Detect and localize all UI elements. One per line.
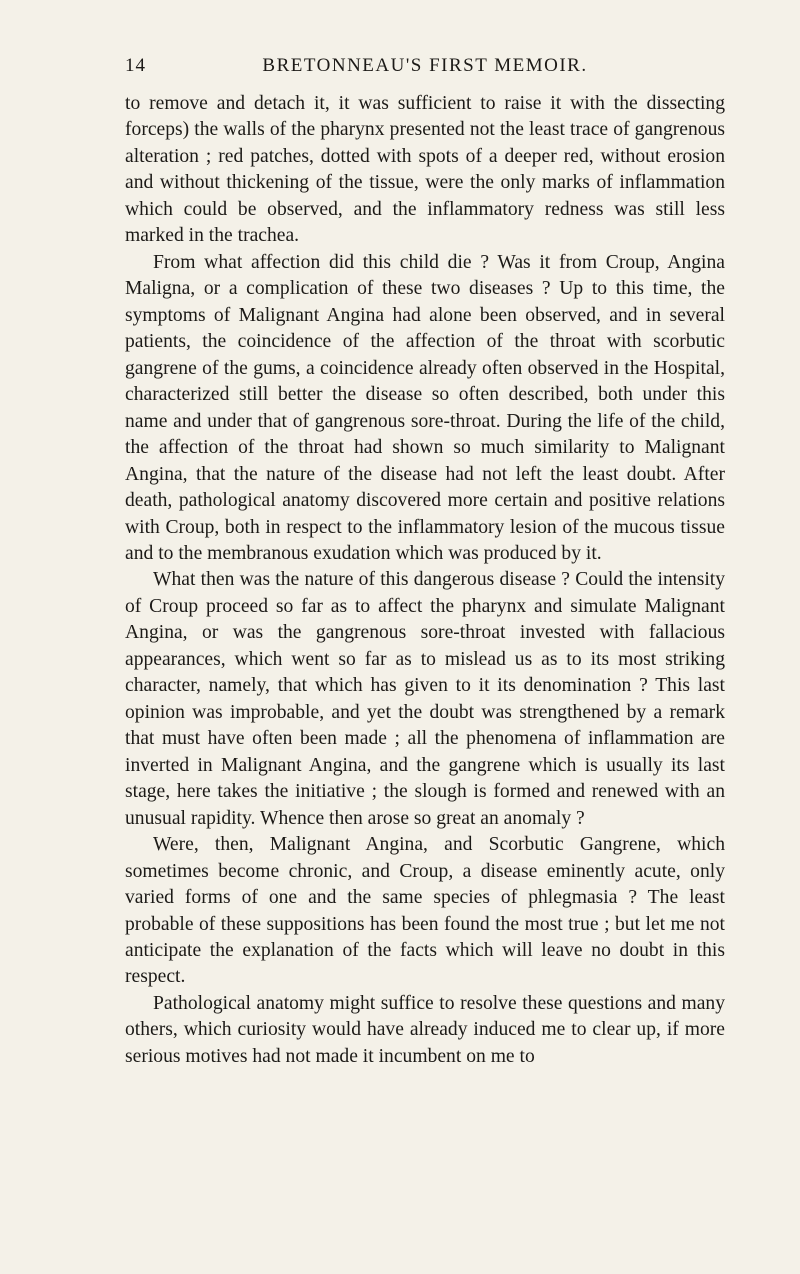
- paragraph: What then was the nature of this dangerous disease ? Could the intensity of Croup proceed so far as to affect the pharynx and simulate Malignant Angina, or was the gangrenous sore-throat invested with fallacious appearances, which went so far as to mislead us as to its most striking character, namely, that which has given to it its denomination ? This last opinion was improbable, and yet the doubt was strengthened by a remark that must have often been made ; all the phenomena of inflammation are inverted in Malignant Angina, and the gangrene which is usually its last stage, here takes the initiative ; the slough is formed and renewed with an unusual rapidity. Whence then arose so great an anomaly ?: [125, 569, 725, 829]
- paragraph: Pathological anatomy might suffice to resolve these questions and many others, which curiosity would have already induced me to clear up, if more serious motives had not made it incumbent on me to: [125, 992, 725, 1067]
- body-text: [125, 91, 725, 1070]
- page-number: 14: [125, 55, 146, 76]
- paragraph: From what affection did this child die ? Was it from Croup, Angina Maligna, or a complication of these two diseases ? Up to this time, the symptoms of Malignant Angina had alone been observed, and in several patients, the coincidence of the affection of the throat with scorbutic gangrene of the gums, a coincidence already often observed in the Hospital, characterized still better the disease so often described, both under this name and under that of gangrenous sore-throat. During the life of the child, the affection of the throat had shown so much similarity to Malignant Angina, that the nature of the disease had not left the least doubt. After death, pathological anatomy discovered more certain and positive relations with Croup, both in respect to the inflammatory lesion of the mucous tissue and to the membranous exudation which was produced by it.: [125, 251, 725, 564]
- running-head: [125, 55, 725, 85]
- running-title: BRETONNEAU'S FIRST MEMOIR.: [262, 55, 588, 76]
- paragraph: Were, then, Malignant Angina, and Scorbutic Gangrene, which sometimes become chronic, and Croup, a disease eminently acute, only varied forms of one and the same species of phlegmasia ? The least probable of these suppositions has been found the most true ; but let me not anticipate the explanation of the facts which will leave no doubt in this respect.: [125, 834, 725, 988]
- paragraph-continuation: to remove and detach it, it was sufficient to raise it with the dissecting forceps) the walls of the pharynx presented not the least trace of gangrenous alteration ; red patches, dotted with spots of a deeper red, without erosion and without thickening of the tissue, were the only marks of inflammation which could be observed, and the inflammatory redness was still less marked in the trachea.: [125, 93, 725, 247]
